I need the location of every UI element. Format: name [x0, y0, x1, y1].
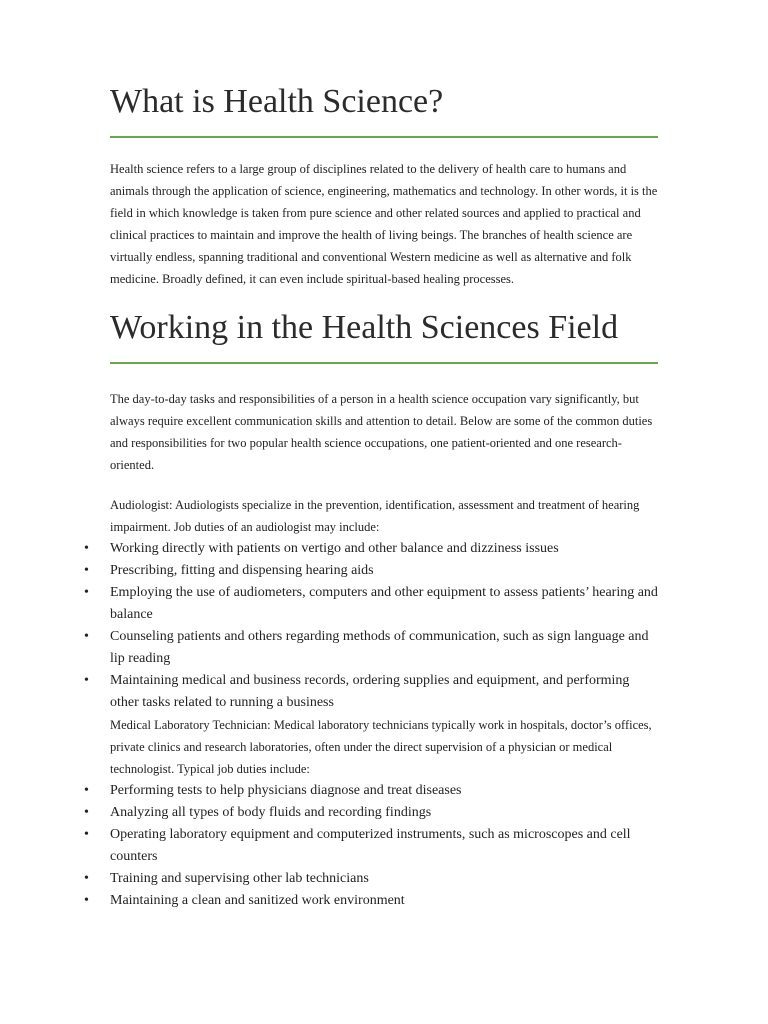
heading-underline	[110, 136, 658, 138]
list-item: • Employing the use of audiometers, computers and other equipment to assess patients’ hearing and balance	[110, 582, 658, 626]
heading-what-is-health-science: What is Health Science?	[110, 83, 444, 120]
bullet-icon: •	[84, 805, 89, 820]
lab-technician-duties-list	[84, 780, 658, 912]
bullet-icon: •	[84, 673, 89, 688]
list-item: • Counseling patients and others regarding methods of communication, such as sign language and lip reading	[110, 626, 658, 670]
document-page	[84, 80, 658, 912]
bullet-icon: •	[84, 871, 89, 886]
bullet-icon: •	[84, 783, 89, 798]
bullet-icon: •	[84, 563, 89, 578]
list-item: • Maintaining medical and business records, ordering supplies and equipment, and performing other tasks related to running a business	[110, 670, 658, 714]
list-item: • Operating laboratory equipment and computerized instruments, such as microscopes and cell counters	[110, 824, 658, 868]
audiologist-duties-list	[84, 538, 658, 714]
paragraph-audiologist-intro: Audiologist: Audiologists specialize in the prevention, identification, assessment and treatment of hearing impairment. Job duties of an audiologist may include:	[110, 498, 640, 534]
heading-underline	[110, 362, 658, 364]
list-item: • Training and supervising other lab technicians	[110, 868, 658, 890]
paragraph-lab-technician-intro: Medical Laboratory Technician: Medical laboratory technicians typically work in hospitals, doctor’s offices, private clinics and research laboratories, often under the direct supervision of a physician or medical technologist. Typical job duties include:	[110, 718, 652, 776]
list-item: • Working directly with patients on vertigo and other balance and dizziness issues	[110, 538, 658, 560]
list-item: • Performing tests to help physicians diagnose and treat diseases	[110, 780, 658, 802]
heading-working-in-health-sciences: Working in the Health Sciences Field	[110, 309, 619, 346]
bullet-icon: •	[84, 541, 89, 556]
list-item: • Analyzing all types of body fluids and recording findings	[110, 802, 658, 824]
paragraph-occupation-overview: The day-to-day tasks and responsibilities of a person in a health science occupation vary significantly, but always require excellent communication skills and attention to detail. Below are some of the common duties and responsibilities for two popular health science occupations, one patient-oriented and one research-oriented.	[110, 392, 653, 472]
list-item: • Maintaining a clean and sanitized work environment	[110, 890, 658, 912]
bullet-icon: •	[84, 827, 89, 842]
bullet-icon: •	[84, 893, 89, 908]
paragraph-health-science-definition: Health science refers to a large group of disciplines related to the delivery of health care to humans and animals through the application of science, engineering, mathematics and technology. In other words, it is the field in which knowledge is taken from pure science and other related sources and applied to practical and clinical practices to maintain and improve the health of living beings. The branches of health science are virtually endless, spanning traditional and conventional Western medicine as well as alternative and folk medicine. Broadly defined, it can even include spiritual-based healing processes.	[110, 162, 658, 286]
bullet-icon: •	[84, 629, 89, 644]
list-item: • Prescribing, fitting and dispensing hearing aids	[110, 560, 658, 582]
bullet-icon: •	[84, 585, 89, 600]
